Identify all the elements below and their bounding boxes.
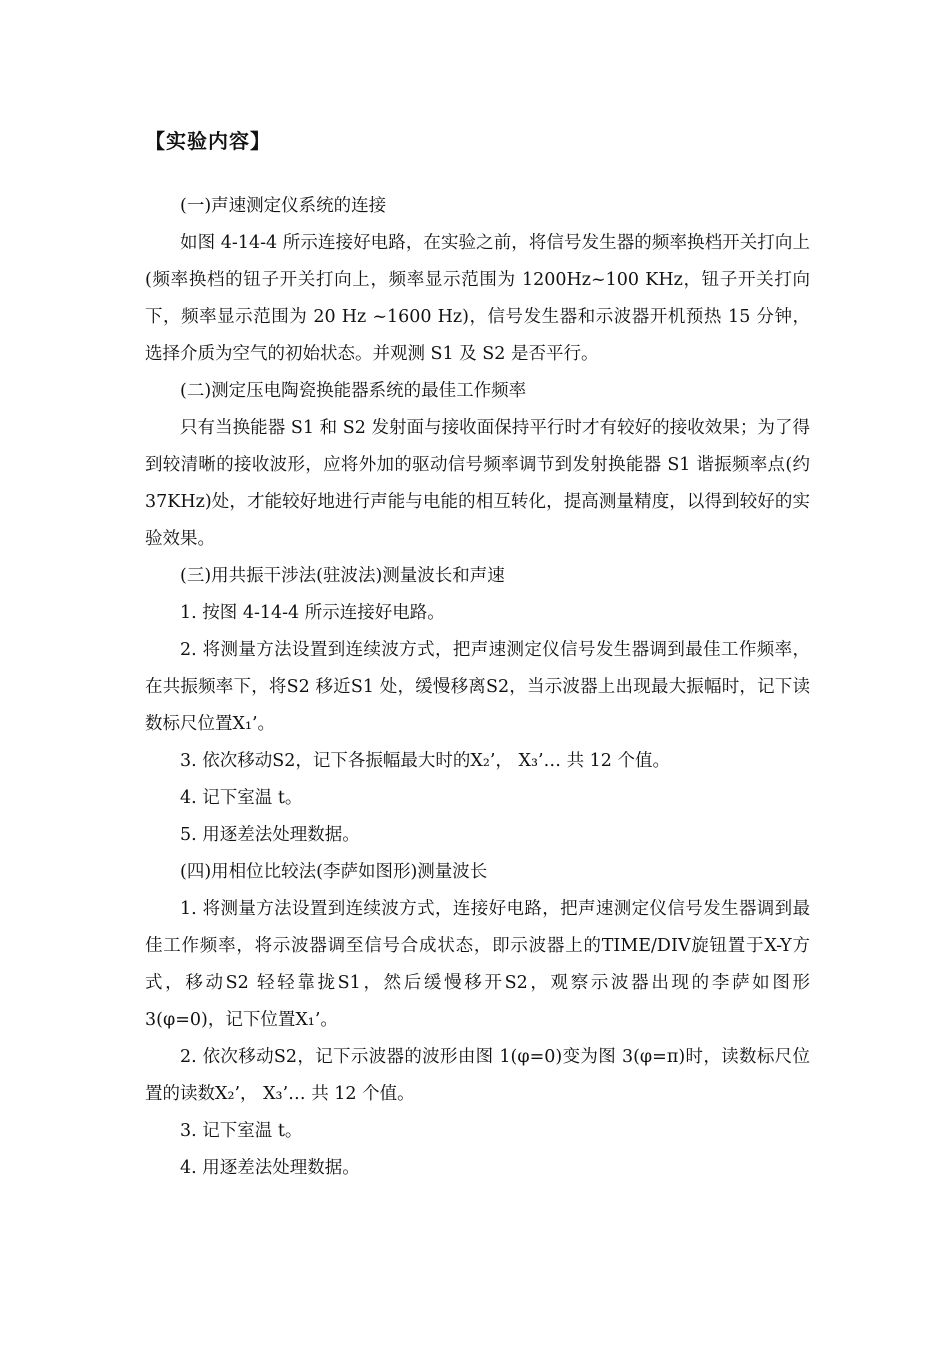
step-3-3: 3. 依次移动S2，记下各振幅最大时的X₂’， X₃’… 共 12 个值。 — [180, 751, 670, 771]
step-4-4: 4. 用逐差法处理数据。 — [180, 1158, 360, 1178]
step-4-3: 3. 记下室温 t。 — [180, 1121, 303, 1141]
step-4-2: 2. 依次移动S2，记下示波器的波形由图 1(φ=0)变为图 3(φ=π)时，读数标尺位置的读数X₂’， X₃’… 共 12 个值。 — [145, 1047, 810, 1104]
subsection-title-1: (一)声速测定仪系统的连接 — [180, 196, 387, 216]
section-heading: 【实验内容】 — [145, 129, 271, 153]
step-3-2: 2. 将测量方法设置到连续波方式，把声速测定仪信号发生器调到最佳工作频率，在共振频率下，将S2 移近S1 处，缓慢移离S2，当示波器上出现最大振幅时，记下读数标尺位置X₁’。 — [145, 640, 810, 734]
subsection-title-3: (三)用共振干涉法(驻波法)测量波长和声速 — [180, 566, 505, 586]
subsection-title-2: (二)测定压电陶瓷换能器系统的最佳工作频率 — [180, 381, 527, 401]
step-3-4: 4. 记下室温 t。 — [180, 788, 303, 808]
document-page — [145, 126, 810, 1187]
step-3-1: 1. 按图 4-14-4 所示连接好电路。 — [180, 603, 445, 623]
step-3-5: 5. 用逐差法处理数据。 — [180, 825, 360, 845]
subsection-title-4: (四)用相位比较法(李萨如图形)测量波长 — [180, 862, 488, 882]
step-4-1: 1. 将测量方法设置到连续波方式，连接好电路，把声速测定仪信号发生器调到最佳工作频率，将示波器调至信号合成状态，即示波器上的TIME/DIV旋钮置于X-Y方式，移动S2 轻轻靠拢S1，然后缓慢移开S2，观察示波器出现的李萨如图形 3(φ=0)，记下位置X₁’。 — [145, 899, 810, 1030]
paragraph-connection: 如图 4-14-4 所示连接好电路，在实验之前，将信号发生器的频率换档开关打向上(频率换档的钮子开关打向上，频率显示范围为 1200Hz~100 KHz，钮子开关打向下，频率显示范围为 20 Hz ~1600 Hz)，信号发生器和示波器开机预热 15 分钟，选择介质为空气的初始状态。并观测 S1 及 S2 是否平行。 — [145, 233, 810, 364]
paragraph-frequency: 只有当换能器 S1 和 S2 发射面与接收面保持平行时才有较好的接收效果；为了得到较清晰的接收波形，应将外加的驱动信号频率调节到发射换能器 S1 谐振频率点(约 37KHz)处，才能较好地进行声能与电能的相互转化，提高测量精度，以得到较好的实验效果。 — [145, 418, 810, 549]
